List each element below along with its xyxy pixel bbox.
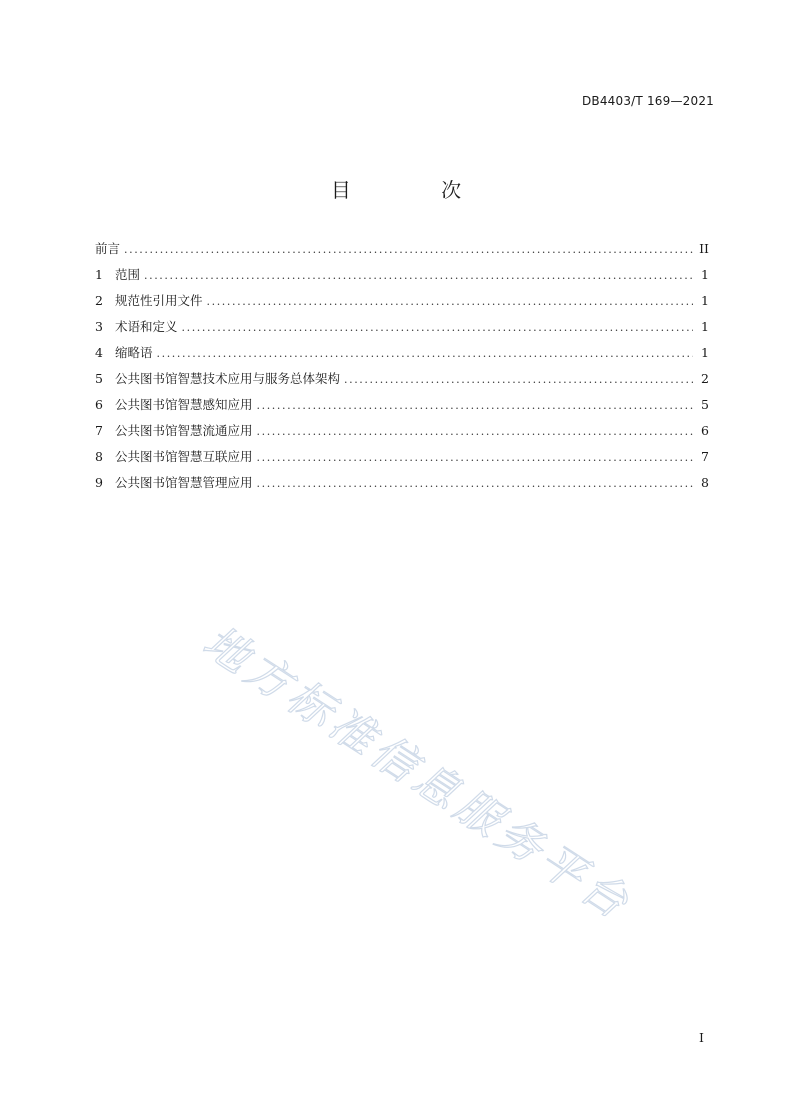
toc-entry-page: 1	[701, 293, 709, 308]
toc-entry-2[interactable]	[95, 288, 709, 314]
toc-entry-number: 4	[95, 345, 103, 360]
toc-entry-page: 5	[701, 397, 709, 412]
toc-entry-number: 3	[95, 319, 103, 334]
toc-leader-dots	[257, 419, 693, 445]
toc-entry-text: 规范性引用文件	[115, 293, 203, 308]
toc-entry-number: 5	[95, 371, 103, 386]
toc-entry-page: 7	[701, 449, 709, 464]
toc-leader-dots	[157, 341, 693, 367]
toc-entry-number: 7	[95, 423, 103, 438]
toc-leader-dots	[257, 445, 693, 471]
toc-entry-1[interactable]	[95, 262, 709, 288]
toc-entry-5[interactable]	[95, 366, 709, 392]
toc-entry-page: 1	[701, 319, 709, 334]
toc-leader-dots	[344, 367, 693, 393]
document-code: DB4403/T 169—2021	[581, 94, 714, 108]
toc-entry-3[interactable]	[95, 314, 709, 340]
toc-entry-page: 1	[701, 345, 709, 360]
table-of-contents	[95, 236, 709, 496]
toc-leader-dots	[207, 289, 693, 315]
toc-entry-text: 前言	[95, 241, 121, 256]
toc-entry-page: 6	[701, 423, 709, 438]
toc-entry-page: 1	[701, 267, 709, 282]
toc-entry-number: 8	[95, 449, 103, 464]
toc-entry-text: 公共图书馆智慧技术应用与服务总体架构	[115, 371, 341, 386]
toc-entry-7[interactable]	[95, 418, 709, 444]
toc-entry-text: 公共图书馆智慧感知应用	[115, 397, 253, 412]
toc-entry-text: 范围	[115, 267, 141, 282]
toc-entry-number: 2	[95, 293, 103, 308]
toc-entry-text: 缩略语	[115, 345, 153, 360]
toc-entry-number: 9	[95, 475, 103, 490]
toc-entry-page: 2	[701, 371, 709, 386]
toc-leader-dots	[182, 315, 693, 341]
toc-entry-text: 公共图书馆智慧流通应用	[115, 423, 253, 438]
watermark: 地方标准信息服务平台	[193, 616, 642, 932]
toc-leader-dots	[257, 393, 693, 419]
toc-entry-text: 公共图书馆智慧互联应用	[115, 449, 253, 464]
toc-entry-text: 术语和定义	[115, 319, 178, 334]
toc-leader-dots	[124, 237, 693, 263]
toc-entry-6[interactable]	[95, 392, 709, 418]
toc-entry-8[interactable]	[95, 444, 709, 470]
page-title: 目 次	[330, 178, 504, 202]
toc-leader-dots	[144, 263, 693, 289]
toc-entry-page: II	[699, 241, 709, 256]
toc-entry-number: 6	[95, 397, 103, 412]
toc-leader-dots	[257, 471, 693, 497]
toc-entry-foreword[interactable]	[95, 236, 709, 262]
toc-entry-page: 8	[701, 475, 709, 490]
toc-entry-9[interactable]	[95, 470, 709, 496]
toc-entry-4[interactable]	[95, 340, 709, 366]
page-number: I	[699, 1030, 704, 1045]
toc-entry-number: 1	[95, 267, 103, 282]
toc-entry-text: 公共图书馆智慧管理应用	[115, 475, 253, 490]
